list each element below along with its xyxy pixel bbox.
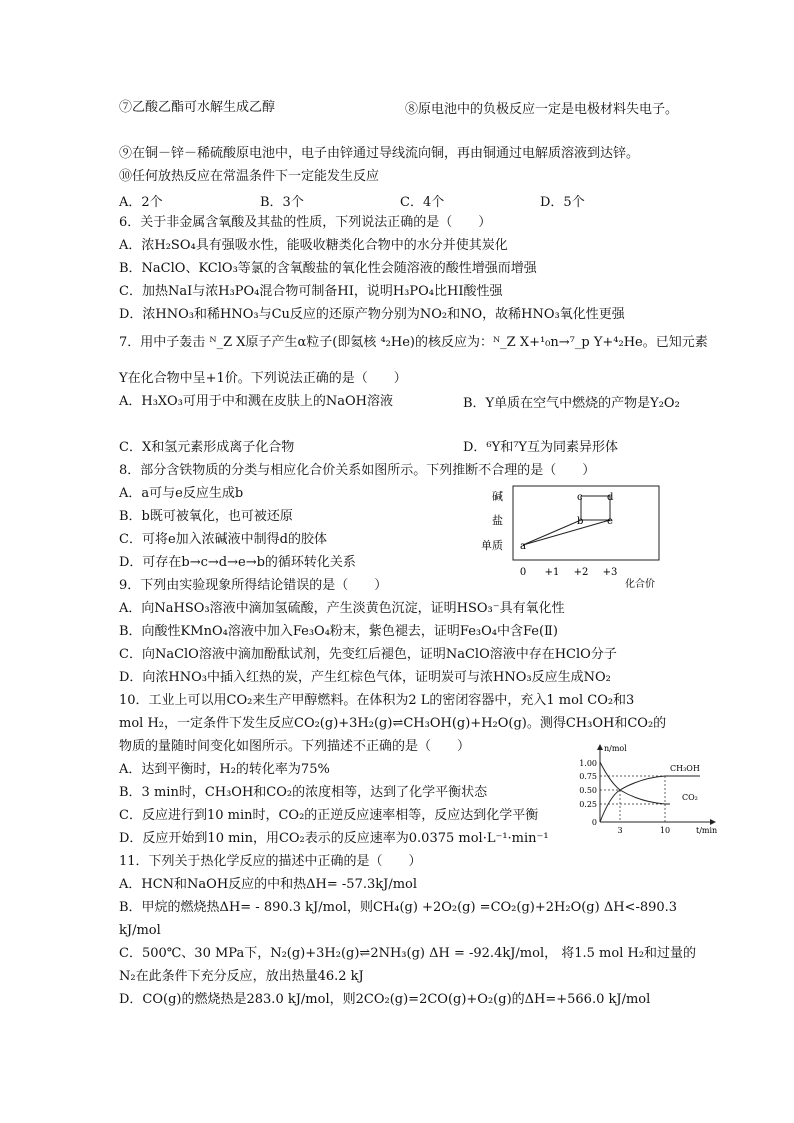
point-c: c [577, 492, 583, 503]
q8-option-a: A．a可与e反应生成b [119, 486, 244, 501]
x-tick-0: 0 [519, 567, 527, 578]
q5-option-c: C．4个 [400, 195, 445, 210]
q6-option-d: D．浓HNO₃和稀HNO₃与Cu反应的还原产物分别为NO₂和NO，故稀HNO₃氧化性更强 [119, 307, 625, 322]
point-d: d [607, 492, 614, 503]
y-tick-0-25: 0.25 [579, 800, 597, 809]
y-tick-0-50: 0.50 [579, 786, 597, 795]
series-co2-label: CO₂ [682, 793, 698, 802]
q10-stem-line3: 物质的量随时间变化如图所示。下列描述不正确的是（ ） [119, 739, 471, 754]
q9-option-d: D．向浓HNO₃中插入红热的炭，产生红棕色气体，证明炭可与浓HNO₃反应生成NO₂ [119, 670, 611, 685]
q9-option-b: B．向酸性KMnO₄溶液中加入Fe₃O₄粉末，紫色褪去，证明Fe₃O₄中含Fe(Ⅱ) [119, 624, 558, 639]
q10-option-a: A．达到平衡时，H₂的转化率为75% [119, 762, 330, 777]
y-label-salt: 盐 [492, 514, 503, 527]
y-axis-label: n/mol [604, 744, 627, 753]
q11-option-c-line1: C．500℃、30 MPa下，N₂(g)+3H₂(g)⇌2NH₃(g) ΔH = -92.4kJ/mol， 将1.5 mol H₂和过量的 [119, 946, 697, 961]
q9-option-a: A．向NaHSO₃溶液中滴加氢硫酸，产生淡黄色沉淀，证明HSO₃⁻具有氧化性 [119, 601, 565, 616]
statement-7: ⑦乙酸乙酯可水解生成乙醇 [119, 100, 276, 115]
q6-stem: 6．关于非金属含氧酸及其盐的性质，下列说法正确的是（ ） [119, 215, 492, 230]
y-tick-0: 0 [591, 818, 597, 827]
q11-option-c-line2: N₂在此条件下充分反应，放出热量46.2 kJ [119, 969, 364, 984]
q8-option-b: B．b既可被氧化，也可被还原 [119, 509, 293, 524]
q7-stem-line1: 7．用中子轰击 ᴺ_Z X原子产生α粒子(即氦核 ⁴₂He)的核反应为：ᴺ_Z X+¹₀n→⁷_p Y+⁴₂He。已知元素 [119, 335, 708, 350]
point-a: a [520, 541, 526, 552]
q7-option-b: B．Y单质在空气中燃烧的产物是Y₂O₂ [463, 396, 680, 411]
q5-option-b: B．3个 [260, 195, 304, 210]
q5-option-a: A．2个 [119, 195, 163, 210]
iron-valence-diagram [475, 482, 665, 592]
q8-option-c: C．可将e加入浓碱液中制得d的胶体 [119, 532, 327, 547]
q8-option-d: D．可存在b→c→d→e→b的循环转化关系 [119, 555, 356, 570]
q6-option-b: B．NaClO、KClO₃等氯的含氧酸盐的氧化性会随溶液的酸性增强而增强 [119, 261, 537, 276]
q10-option-d: D．反应开始到10 min，用CO₂表示的反应速率为0.0375 mol·L⁻¹·min⁻¹ [119, 831, 549, 846]
q7-option-c: C．X和氢元素形成离子化合物 [119, 440, 295, 455]
x-tick-3: 3 [617, 826, 623, 835]
x-tick-3: +3 [602, 567, 618, 578]
x-tick-10: 10 [659, 826, 671, 835]
q6-option-c: C．加热NaI与浓H₃PO₄混合物可制备HI，说明H₃PO₄比HI酸性强 [119, 284, 503, 299]
q7-stem-line2: Y在化合物中呈+1价。下列说法正确的是（ ） [119, 371, 407, 386]
q9-option-c: C．向NaClO溶液中滴加酚酞试剂，先变红后褪色，证明NaClO溶液中存在HClO分子 [119, 647, 617, 662]
y-tick-0-75: 0.75 [579, 772, 597, 781]
y-tick-1-00: 1.00 [579, 759, 597, 768]
x-axis-label: 化合价 [625, 579, 655, 590]
q11-stem: 11．下列关于热化学反应的描述中正确的是（ ） [119, 854, 422, 869]
q5-option-d: D．5个 [540, 195, 585, 210]
series-ch3oh-label: CH₃OH [670, 764, 700, 773]
q10-option-b: B．3 min时，CH₃OH和CO₂的浓度相等，达到了化学平衡状态 [119, 785, 488, 800]
q10-option-c: C．反应进行到10 min时，CO₂的正逆反应速率相等，反应达到化学平衡 [119, 808, 539, 823]
q8-stem: 8．部分含铁物质的分类与相应化合价关系如图所示。下列推断不合理的是（ ） [119, 463, 596, 478]
q9-stem: 9．下列由实验现象所得结论错误的是（ ） [119, 578, 388, 593]
q11-option-b-line1: B．甲烷的燃烧热ΔH= - 890.3 kJ/mol，则CH₄(g) +2O₂(g) =CO₂(g)+2H₂O(g) ΔH<-890.3 [119, 900, 678, 915]
q10-stem-line2: mol H₂，一定条件下发生反应CO₂(g)+3H₂(g)⇌CH₃OH(g)+H₂O(g)。测得CH₃OH和CO₂的 [119, 716, 667, 731]
q7-option-d: D．⁶Y和⁷Y互为同素异形体 [463, 440, 619, 455]
statement-8: ⑧原电池中的负极反应一定是电极材料失电子。 [405, 102, 679, 117]
mole-time-chart [570, 742, 720, 838]
q11-option-b-line2: kJ/mol [119, 923, 161, 938]
point-e: e [607, 516, 613, 527]
q11-option-a: A．HCN和NaOH反应的中和热ΔH= -57.3kJ/mol [119, 877, 418, 892]
y-label-base: 碱 [492, 490, 503, 503]
q11-option-d: D．CO(g)的燃烧热是283.0 kJ/mol，则2CO₂(g)=2CO(g)+O₂(g)的ΔH=+566.0 kJ/mol [119, 992, 651, 1007]
point-b: b [577, 516, 584, 527]
q6-option-a: A．浓H₂SO₄具有强吸水性，能吸收糖类化合物中的水分并使其炭化 [119, 238, 508, 253]
q10-stem-line1: 10．工业上可以用CO₂来生产甲醇燃料。在体积为2 L的密闭容器中，充入1 mol CO₂和3 [119, 693, 635, 708]
statement-9: ⑨在铜－锌－稀硫酸原电池中，电子由锌通过导线流向铜，再由铜通过电解质溶液到达锌。 [119, 146, 640, 161]
q7-option-a: A．H₃XO₃可用于中和溅在皮肤上的NaOH溶液 [119, 394, 393, 409]
statement-10: ⑩任何放热反应在常温条件下一定能发生反应 [119, 169, 380, 184]
y-label-element: 单质 [481, 539, 503, 552]
x-tick-2: +2 [573, 567, 589, 578]
x-tick-1: +1 [544, 567, 560, 578]
x-axis-label: t/min [696, 826, 718, 835]
